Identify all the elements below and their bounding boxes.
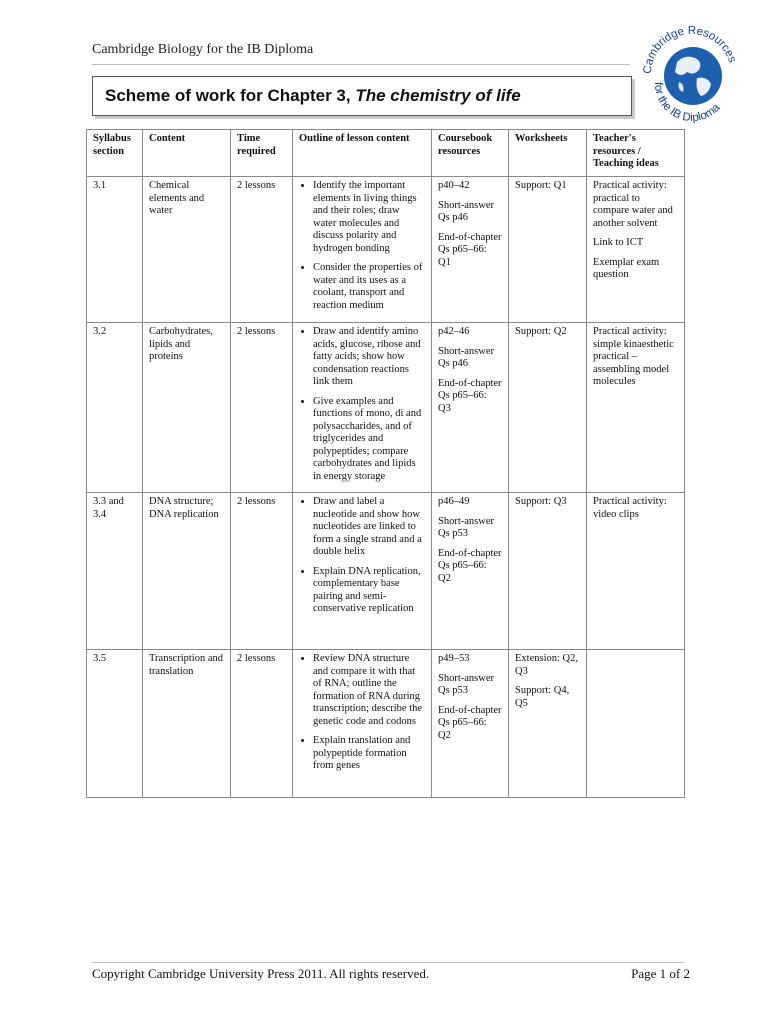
worksheets-cell xyxy=(509,323,587,493)
coursebook-item: End-of-chapter Qs p65–66: Q2 xyxy=(438,704,502,741)
worksheet-item: Support: Q4, Q5 xyxy=(515,685,570,709)
teacher-resources-cell xyxy=(587,493,685,650)
worksheet-item: Extension: Q2, Q3 xyxy=(515,653,578,677)
outline-cell xyxy=(293,177,432,323)
teacher-item: Practical activity: practical to compare water and another solvent xyxy=(593,180,673,229)
page-number: Page 1 of 2 xyxy=(631,966,690,981)
outline-item: • Draw and identify amino acids, glucose, ribose and fatty acids; show how condensation reactions link them xyxy=(313,326,425,389)
table-row xyxy=(87,650,685,798)
coursebook-item: Short-answer Qs p53 xyxy=(438,672,494,696)
outline-item: • Draw and label a nucleotide and show how nucleotides are linked to form a single strand and a double helix xyxy=(313,496,425,559)
content-cell: Chemical elements and water xyxy=(143,177,231,323)
time-cell: 2 lessons xyxy=(231,493,293,650)
column-header: Teacher's resources / Teaching ideas xyxy=(587,130,685,177)
teacher-item: Practical activity: video clips xyxy=(593,496,667,520)
column-header: Coursebook resources xyxy=(432,130,509,177)
svg-text:for the IB Diploma: for the IB Diploma xyxy=(651,81,723,125)
syllabus-section-cell: 3.5 xyxy=(87,650,143,798)
copyright-notice: Copyright Cambridge University Press 2011. All rights reserved. xyxy=(92,966,430,981)
title-italic: The chemistry of life xyxy=(355,86,521,105)
coursebook-item: Short-answer Qs p53 xyxy=(438,515,494,539)
column-header: Worksheets xyxy=(509,130,587,177)
running-title: Cambridge Biology for the IB Diploma xyxy=(92,42,314,57)
coursebook-item: p49–53 xyxy=(438,653,470,664)
table-row xyxy=(87,177,685,323)
outline-item: • Consider the properties of water and its uses as a coolant, transport and reaction medium xyxy=(313,262,425,312)
coursebook-cell xyxy=(432,177,509,323)
outline-item: • Explain translation and polypeptide formation from genes xyxy=(313,735,425,773)
outline-cell xyxy=(293,493,432,650)
worksheet-item: Support: Q2 xyxy=(515,326,567,337)
coursebook-item: Short-answer Qs p46 xyxy=(438,199,494,223)
footer-rule xyxy=(92,962,684,963)
coursebook-item: p46–49 xyxy=(438,496,470,507)
outline-cell xyxy=(293,323,432,493)
scheme-of-work-table xyxy=(86,129,685,798)
time-cell: 2 lessons xyxy=(231,650,293,798)
page-title xyxy=(92,76,632,116)
coursebook-item: p42–46 xyxy=(438,326,470,337)
teacher-resources-cell xyxy=(587,323,685,493)
content-cell: Transcription and translation xyxy=(143,650,231,798)
coursebook-item: Short-answer Qs p46 xyxy=(438,345,494,369)
coursebook-item: End-of-chapter Qs p65–66: Q2 xyxy=(438,547,502,584)
syllabus-section-cell: 3.3 and 3.4 xyxy=(87,493,143,650)
outline-item: • Review DNA structure and compare it with that of RNA; outline the formation of RNA during transcription; describe the genetic code and codons xyxy=(313,653,425,728)
logo-text: Cambridge Resources xyxy=(641,24,739,75)
worksheet-item: Support: Q3 xyxy=(515,496,567,507)
cambridge-logo xyxy=(637,20,745,128)
teacher-item: Link to ICT xyxy=(593,237,644,248)
header-rule xyxy=(92,64,630,65)
coursebook-cell xyxy=(432,650,509,798)
syllabus-section-cell: 3.1 xyxy=(87,177,143,323)
column-header: Time required xyxy=(231,130,293,177)
outline-cell xyxy=(293,650,432,798)
content-cell: Carbohydrates, lipids and proteins xyxy=(143,323,231,493)
worksheets-cell xyxy=(509,650,587,798)
table-row xyxy=(87,493,685,650)
teacher-item: Exemplar exam question xyxy=(593,256,660,280)
teacher-resources-cell xyxy=(587,177,685,323)
worksheets-cell xyxy=(509,177,587,323)
content-cell: DNA structure; DNA replication xyxy=(143,493,231,650)
teacher-resources-cell xyxy=(587,650,685,798)
column-header: Outline of lesson content xyxy=(293,130,432,177)
table-header-row xyxy=(87,130,685,177)
coursebook-item: End-of-chapter Qs p65–66: Q3 xyxy=(438,377,502,414)
title-prefix: Scheme of work for Chapter 3, xyxy=(105,86,356,105)
column-header: Content xyxy=(143,130,231,177)
time-cell: 2 lessons xyxy=(231,177,293,323)
worksheet-item: Support: Q1 xyxy=(515,180,567,191)
worksheets-cell xyxy=(509,493,587,650)
table-row xyxy=(87,323,685,493)
outline-item: • Give examples and functions of mono, di and polysaccharides, and of triglycerides and polypeptides; compare carbohydrates and lipids in energy storage xyxy=(313,396,425,484)
coursebook-item: p40–42 xyxy=(438,180,470,191)
column-header: Syllabus section xyxy=(87,130,143,177)
coursebook-cell xyxy=(432,323,509,493)
coursebook-cell xyxy=(432,493,509,650)
teacher-item: Practical activity: simple kinaesthetic practical – assembling model molecules xyxy=(593,326,674,387)
coursebook-item: End-of-chapter Qs p65–66: Q1 xyxy=(438,231,502,268)
time-cell: 2 lessons xyxy=(231,323,293,493)
outline-item: • Explain DNA replication, complementary base pairing and semi-conservative replication xyxy=(313,566,425,616)
outline-item: • Identify the important elements in living things and their roles; draw water molecules and discuss polarity and hydrogen bonding xyxy=(313,180,425,255)
syllabus-section-cell: 3.2 xyxy=(87,323,143,493)
